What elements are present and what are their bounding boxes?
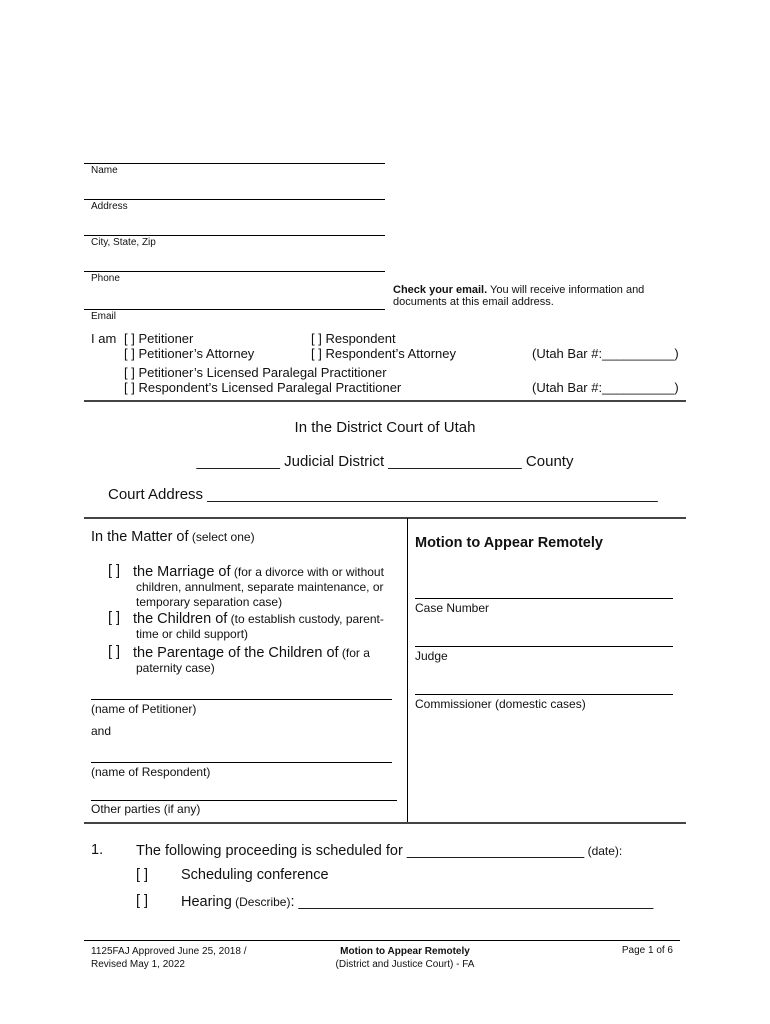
hearing-describe-line[interactable]: : ____________________________________________ [290, 894, 654, 910]
utah-bar-field-2[interactable]: (Utah Bar #:__________) [532, 380, 679, 395]
item-date-label: (date): [584, 844, 623, 858]
petitioner-name-line[interactable] [91, 699, 392, 700]
petitioner-name-label: (name of Petitioner) [91, 702, 197, 716]
utah-bar-field-1[interactable]: (Utah Bar #:__________) [532, 346, 679, 361]
hearing-note: (Describe) [231, 895, 291, 909]
other-parties-line[interactable] [91, 800, 397, 801]
respondent-attorney-checkbox[interactable]: [ ] Respondent’s Attorney [311, 346, 457, 361]
judicial-district-line[interactable]: __________ Judicial District ________________ County [196, 453, 574, 470]
court-address-line[interactable]: Court Address ______________________________________________________ [108, 486, 658, 503]
footer-court: (District and Justice Court) - FA [335, 959, 475, 970]
hearing-label: Hearing [181, 894, 232, 910]
marriage-option [133, 563, 384, 581]
other-parties-label: Other parties (if any) [91, 802, 201, 816]
children-cont-1: time or child support) [136, 627, 249, 641]
address-label: Address [91, 201, 128, 212]
respondent-name-label: (name of Respondent) [91, 765, 211, 779]
footer-title: Motion to Appear Remotely [340, 946, 470, 957]
marriage-main: the Marriage of [133, 564, 231, 580]
respondent-name-line[interactable] [91, 762, 392, 763]
email-note [393, 284, 693, 308]
email-note-line2: documents at this email address. [393, 296, 554, 308]
judge-line[interactable] [415, 646, 673, 647]
footer-revised: Revised May 1, 2022 [91, 959, 185, 970]
parentage-option [133, 644, 370, 662]
petitioner-checkbox[interactable]: [ ] Petitioner [124, 331, 194, 346]
motion-title: Motion to Appear Remotely [415, 535, 603, 551]
email-label: Email [91, 311, 117, 322]
phone-line[interactable] [84, 271, 385, 272]
and-label: and [91, 724, 112, 738]
email-note-rest: You will receive information and [487, 284, 645, 296]
item-text [136, 842, 622, 860]
footer-divider [84, 940, 680, 941]
scheduling-label: Scheduling conference [181, 867, 329, 883]
commissioner-line[interactable] [415, 694, 673, 695]
hearing-option [181, 893, 653, 911]
scheduling-checkbox[interactable]: [ ] [136, 867, 149, 883]
footer-center [305, 945, 505, 971]
header-divider [84, 400, 686, 402]
petitioner-attorney-checkbox[interactable]: [ ] Petitioner’s Attorney [124, 346, 255, 361]
children-checkbox[interactable]: [ ] [108, 610, 121, 626]
respondent-lpp-checkbox[interactable]: [ ] Respondent’s Licensed Paralegal Practitioner [124, 380, 402, 395]
item-number: 1. [91, 842, 104, 858]
marriage-checkbox[interactable]: [ ] [108, 563, 121, 579]
children-option [133, 610, 384, 628]
caption-divider [407, 518, 408, 822]
children-note: (to establish custody, parent- [227, 612, 384, 626]
matter-heading [91, 528, 255, 546]
city-state-zip-line[interactable] [84, 235, 385, 236]
address-line[interactable] [84, 199, 385, 200]
matter-heading-main: In the Matter of [91, 529, 189, 545]
commissioner-label: Commissioner (domestic cases) [415, 697, 586, 711]
judge-label: Judge [415, 649, 448, 663]
name-line[interactable] [84, 163, 385, 164]
caption-top-border [84, 517, 686, 519]
marriage-cont-2: temporary separation case) [136, 595, 283, 609]
parentage-cont-1: paternity case) [136, 661, 215, 675]
hearing-checkbox[interactable]: [ ] [136, 893, 149, 909]
caption-bottom-border [84, 822, 686, 824]
marriage-cont-1: children, annulment, separate maintenance, or [136, 580, 384, 594]
footer-left [91, 945, 247, 971]
children-main: the Children of [133, 611, 228, 627]
name-label: Name [91, 165, 118, 176]
phone-label: Phone [91, 273, 120, 284]
case-number-label: Case Number [415, 601, 490, 615]
parentage-checkbox[interactable]: [ ] [108, 644, 121, 660]
footer-page-number: Page 1 of 6 [621, 945, 673, 956]
marriage-note: (for a divorce with or without [230, 565, 384, 579]
email-line[interactable] [84, 309, 385, 310]
respondent-checkbox[interactable]: [ ] Respondent [311, 331, 396, 346]
i-am-label: I am [91, 331, 117, 346]
footer-form-id: 1125FAJ Approved June 25, 2018 / [91, 946, 247, 957]
item-text-main[interactable]: The following proceeding is scheduled for ______________________ [136, 843, 585, 859]
court-title: In the District Court of Utah [294, 419, 476, 436]
parentage-note: (for a [338, 646, 370, 660]
parentage-main: the Parentage of the Children of [133, 645, 339, 661]
petitioner-lpp-checkbox[interactable]: [ ] Petitioner’s Licensed Paralegal Practitioner [124, 365, 387, 380]
case-number-line[interactable] [415, 598, 673, 599]
city-state-zip-label: City, State, Zip [91, 237, 156, 248]
email-note-bold: Check your email. [393, 284, 488, 296]
matter-heading-note: (select one) [188, 530, 255, 544]
